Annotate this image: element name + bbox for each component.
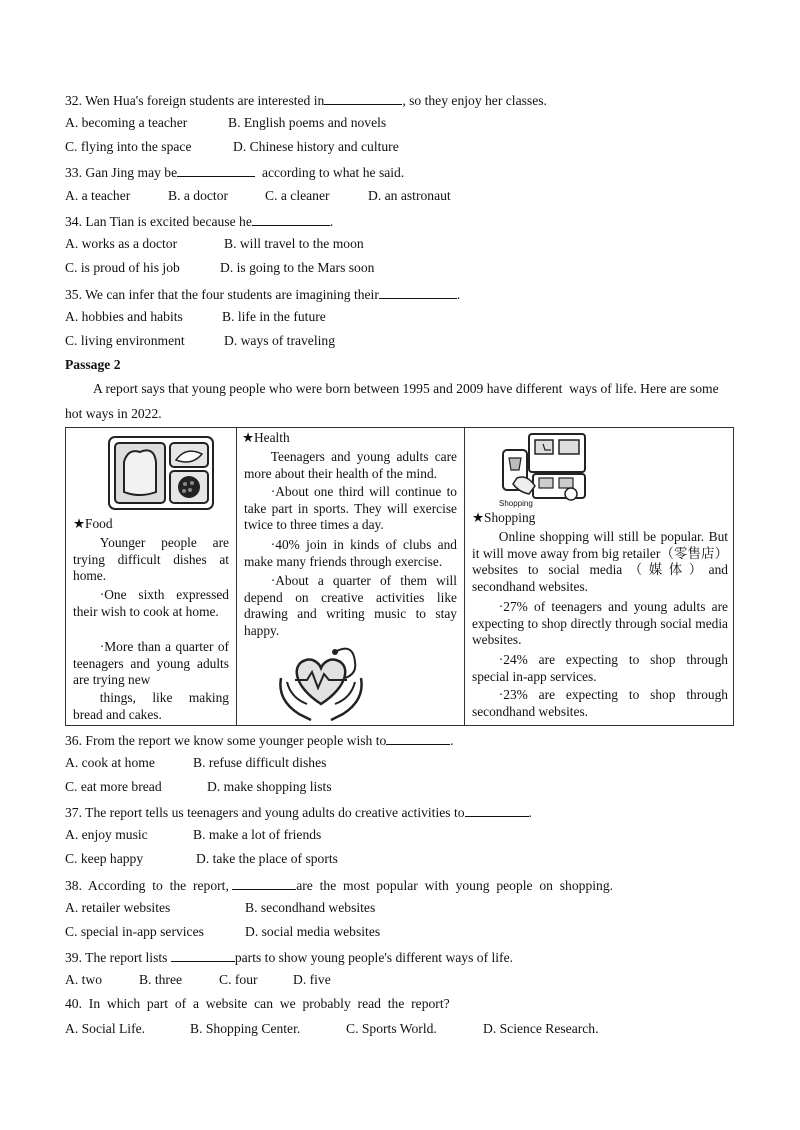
q40-option-a: A. Social Life. [65,1021,146,1036]
q32-option-d: D. Chinese history and culture [233,139,399,154]
question-37-stem: 37. The report tells us teenagers and young adults do creative activities to . [65,805,532,820]
answer-blank [324,91,402,105]
q32-option-c: C. flying into the space [65,139,192,154]
q40-option-b: B. Shopping Center. [190,1021,301,1036]
answer-blank [171,948,235,962]
q36-option-a: A. cook at home [65,755,155,770]
shopping-heading: ★Shopping [472,510,536,525]
q38-option-c: C. special in-app services [65,924,204,939]
shopping-paragraph-2: ·27% of teenagers and young adults are expecting to shop directly through social media websites. [472,599,728,647]
answer-blank [465,803,529,817]
health-paragraph-3: ·40% join in kinds of clubs and make many friends through exercise. [244,537,457,569]
question-40-stem: 40. In which part of a website can we probably read the report? [65,996,450,1011]
question-32-stem: 32. Wen Hua's foreign students are interested in , so they enjoy her classes. [65,93,547,108]
q35-option-d: D. ways of traveling [224,333,335,348]
online-shopping-icon [499,430,591,506]
q37-option-c: C. keep happy [65,851,144,866]
shopping-paragraph-4: ·23% are expecting to shop through secondhand websites. [472,687,728,719]
q33-option-a: A. a teacher [65,188,131,203]
shopping-icon-caption: Shopping [499,499,533,508]
health-heading: ★Health [242,430,290,445]
q36-option-c: C. eat more bread [65,779,162,794]
q38-option-b: B. secondhand websites [245,900,376,915]
food-column [66,428,237,725]
q39-option-a: A. two [65,972,103,987]
answer-blank [379,285,457,299]
answer-blank [252,212,330,226]
health-paragraph-2: ·About one third will continue to take part in sports. They will exercise twice to three times a day. [244,484,457,532]
shopping-paragraph-1: Online shopping will still be popular. But it will move away from big retailer（零售店）websites to social media（媒体）and secondhand websites. [472,529,728,594]
q39-option-d: D. five [293,972,331,987]
shopping-column [465,428,735,725]
q34-option-c: C. is proud of his job [65,260,180,275]
question-38-stem: 38. According to the report, are the most popular with young people on shopping. [65,878,614,893]
q32-option-b: B. English poems and novels [228,115,387,130]
q36-option-b: B. refuse difficult dishes [193,755,327,770]
q38-option-a: A. retailer websites [65,900,171,915]
question-36-stem: 36. From the report we know some younger people wish to . [65,733,454,748]
q36-option-d: D. make shopping lists [207,779,332,794]
passage-intro-line-2: hot ways in 2022. [65,406,162,421]
q34-option-d: D. is going to the Mars soon [220,260,375,275]
health-paragraph-4: ·About a quarter of them will depend on creative activities like drawing and writing music to stay happy. [244,573,457,638]
q33-option-d: D. an astronaut [368,188,451,203]
health-column [237,428,465,725]
q37-option-b: B. make a lot of friends [193,827,322,842]
answer-blank [232,876,296,890]
q35-option-c: C. living environment [65,333,185,348]
question-33-stem: 33. Gan Jing may be according to what he said. [65,165,405,180]
q32-option-a: A. becoming a teacher [65,115,188,130]
q37-option-a: A. enjoy music [65,827,148,842]
q39-option-c: C. four [219,972,258,987]
question-35-stem: 35. We can infer that the four students are imagining their . [65,287,461,302]
q34-option-b: B. will travel to the moon [224,236,364,251]
q33-option-c: C. a cleaner [265,188,330,203]
q33-option-b: B. a doctor [168,188,229,203]
answer-blank [386,731,450,745]
food-heading: ★Food [73,516,113,531]
answer-blank [177,163,255,177]
q40-option-d: D. Science Research. [483,1021,599,1036]
q34-option-a: A. works as a doctor [65,236,178,251]
question-34-stem: 34. Lan Tian is excited because he . [65,214,334,229]
shopping-paragraph-3: ·24% are expecting to shop through special in-app services. [472,652,728,684]
q35-option-a: A. hobbies and habits [65,309,183,324]
food-paragraph-4: things, like making bread and cakes. [73,690,229,722]
q39-option-b: B. three [139,972,183,987]
q35-option-b: B. life in the future [222,309,326,324]
q40-option-c: C. Sports World. [346,1021,437,1036]
heart-stethoscope-icon [273,638,369,722]
question-39-stem: 39. The report lists parts to show young people's different ways of life. [65,950,514,965]
food-paragraph-3: ·More than a quarter of teenagers and young adults are trying new [73,639,229,687]
report-table [65,427,734,726]
food-paragraph-2: ·One sixth expressed their wish to cook at home. [73,587,229,619]
passage-intro-line-1: A report says that young people who were born between 1995 and 2009 have different ways of life. Here are some [93,381,719,396]
food-paragraph-1: Younger people are trying difficult dishes at home. [73,535,229,583]
health-paragraph-1: Teenagers and young adults care more about their health of the mind. [244,449,457,481]
q38-option-d: D. social media websites [245,924,381,939]
lunch-box-icon [106,434,216,512]
passage-title: Passage 2 [65,357,121,372]
q37-option-d: D. take the place of sports [196,851,338,866]
